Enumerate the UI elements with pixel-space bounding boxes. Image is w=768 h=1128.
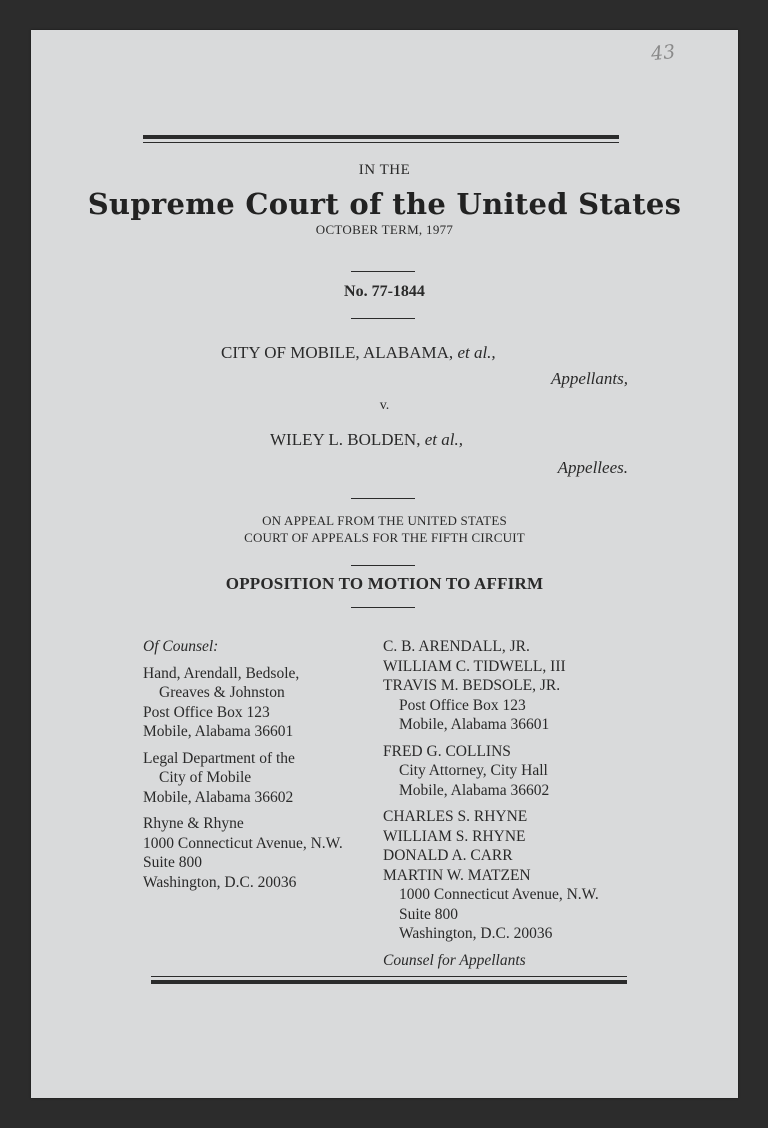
appeal-line-1: ON APPEAL FROM THE UNITED STATES [262, 513, 507, 528]
appellant-role: Appellants, [551, 369, 628, 388]
firm2-line: Mobile, Alabama 36602 [143, 788, 294, 806]
counsel-address: Post Office Box 123 [399, 696, 526, 714]
firm3-line: Suite 800 [143, 854, 202, 871]
appellant-et-al: et al., [457, 343, 496, 362]
firm3-line: Washington, D.C. 20036 [143, 873, 297, 891]
appeal-origin [31, 512, 738, 546]
counsel-address: Suite 800 [399, 905, 458, 923]
of-counsel-column [143, 637, 388, 892]
firm1-line: Hand, Arendall, Bedsole, [143, 664, 300, 682]
counsel-address: 1000 Connecticut Avenue, N.W. [399, 886, 599, 903]
counsel-footer: Counsel for Appellants [383, 951, 526, 969]
in-the-label: IN THE [358, 162, 411, 178]
appellant-name: CITY OF MOBILE, ALABAMA, [221, 343, 454, 362]
firm1-line: Post Office Box 123 [143, 703, 270, 721]
versus: v. [379, 398, 390, 413]
counsel-name: CHARLES S. RHYNE [383, 808, 528, 825]
firm2-line: Legal Department of the [143, 749, 295, 767]
counsel-name: FRED G. COLLINS [383, 742, 511, 760]
counsel-name: TRAVIS M. BEDSOLE, JR. [383, 677, 561, 694]
appellee-role: Appellees. [557, 458, 628, 477]
counsel-address: Mobile, Alabama 36602 [399, 781, 550, 799]
of-counsel-heading: Of Counsel: [143, 638, 219, 655]
counsel-name: C. B. ARENDALL, JR. [383, 638, 530, 655]
top-double-rule [143, 135, 619, 143]
handwritten-annotation: 43 [649, 40, 677, 66]
firm1-line: Mobile, Alabama 36601 [143, 723, 294, 740]
counsel-column [383, 637, 643, 970]
bottom-double-rule [151, 976, 627, 984]
firm3-line: Rhyne & Rhyne [143, 815, 244, 832]
court-term: OCTOBER TERM, 1977 [315, 222, 454, 237]
counsel-name: DONALD A. CARR [383, 847, 513, 864]
divider-rule [351, 565, 415, 566]
counsel-address: Washington, D.C. 20036 [399, 925, 553, 942]
counsel-name: WILLIAM S. RHYNE [383, 827, 526, 845]
docket-number: No. 77-1844 [344, 283, 425, 300]
appellant-party [221, 343, 496, 363]
divider-rule [351, 318, 415, 319]
divider-rule [351, 271, 415, 272]
document-title: OPPOSITION TO MOTION TO AFFIRM [225, 574, 544, 593]
counsel-name: MARTIN W. MATZEN [383, 866, 531, 884]
appeal-line-2: COURT OF APPEALS FOR THE FIFTH CIRCUIT [244, 530, 525, 545]
document-page [31, 30, 738, 1098]
counsel-address: City Attorney, City Hall [399, 762, 548, 779]
divider-rule [351, 607, 415, 608]
appellee-et-al: et al., [424, 430, 463, 449]
firm3-line: 1000 Connecticut Avenue, N.W. [143, 834, 343, 852]
court-name: Supreme Court of the United States [87, 187, 682, 221]
appellee-party [270, 430, 463, 450]
firm2-line: City of Mobile [159, 769, 252, 786]
divider-rule [351, 498, 415, 499]
counsel-address: Mobile, Alabama 36601 [399, 716, 550, 733]
appellee-name: WILEY L. BOLDEN, [270, 430, 421, 449]
firm1-line: Greaves & Johnston [159, 684, 285, 701]
counsel-name: WILLIAM C. TIDWELL, III [383, 657, 566, 675]
